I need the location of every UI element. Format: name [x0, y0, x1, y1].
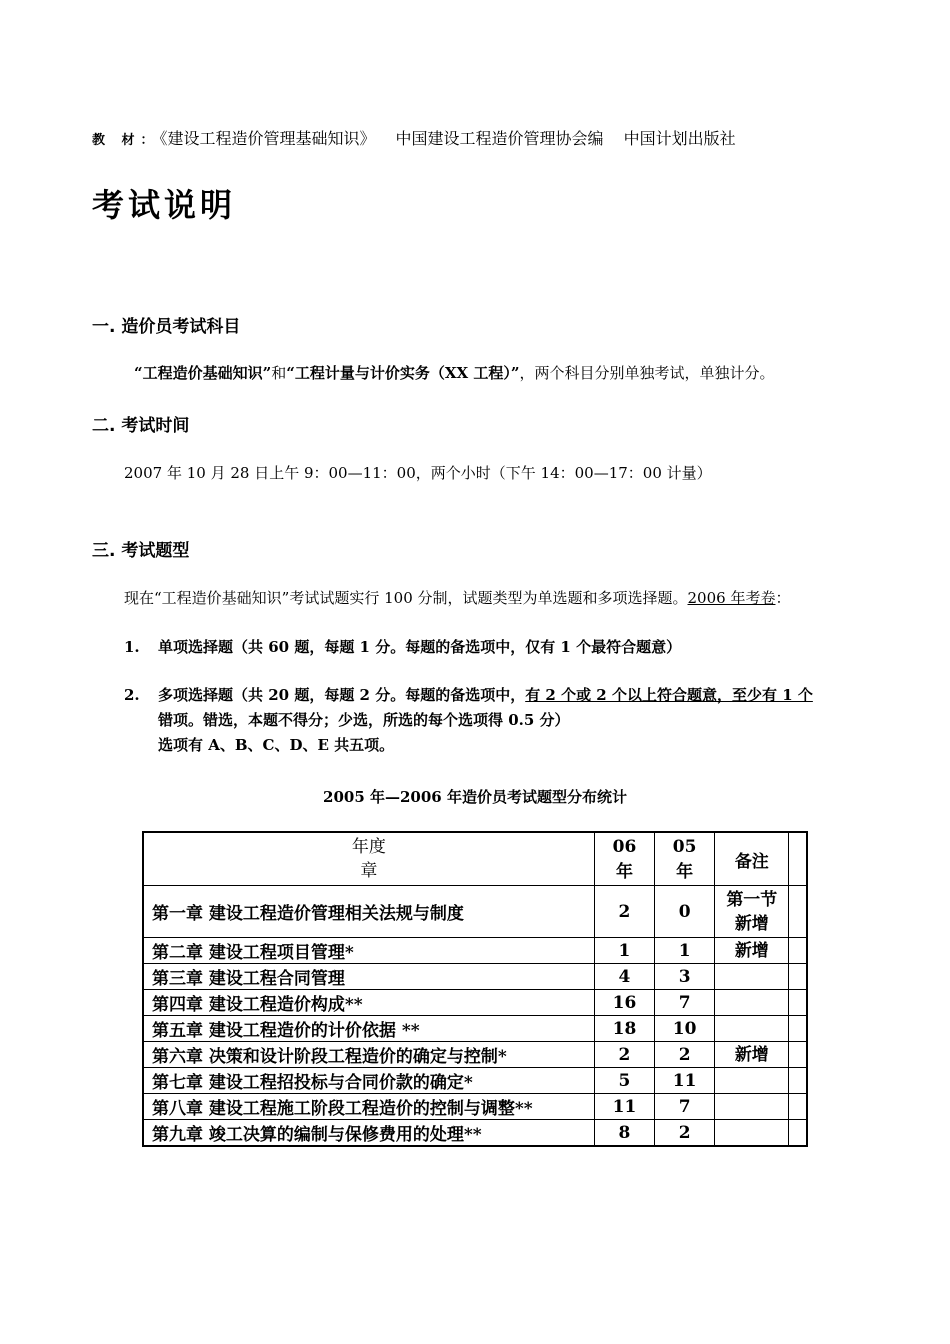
row-06: 8: [594, 1120, 654, 1147]
list-item-number: 2.: [124, 686, 140, 704]
row-note: [715, 990, 789, 1016]
header-06: 06 年: [594, 832, 654, 886]
row-chapter: 第八章 建设工程施工阶段工程造价的控制与调整**: [143, 1094, 594, 1120]
row-extra: [789, 1120, 807, 1147]
section-heading-subjects: 一. 造价员考试科目: [92, 317, 241, 337]
row-extra: [789, 938, 807, 964]
row-05: 11: [655, 1068, 715, 1094]
textbook-book: 《建设工程造价管理基础知识》: [159, 129, 376, 148]
row-06: 11: [594, 1094, 654, 1120]
subjects-tail: ，两个科目分别单独考试，单独计分。: [519, 364, 775, 382]
row-note: [715, 886, 789, 938]
row-chapter: 第七章 建设工程招投标与合同价款的确定*: [143, 1068, 594, 1094]
header-05: 05 年: [655, 832, 715, 886]
header-year-chapter: [143, 832, 594, 886]
row-chapter: 第三章 建设工程合同管理: [143, 964, 594, 990]
types-intro: [124, 587, 790, 608]
row-note-line2: 新增: [734, 913, 769, 934]
row-chapter: 第四章 建设工程造价构成**: [143, 990, 594, 1016]
header-extra: [789, 832, 807, 886]
exam-time-text: 2007 年 10 月 28 日上午 9：00—11：00，两个小时（下午 14：00—17：00 计量）: [124, 464, 712, 482]
table-row: [143, 1042, 807, 1068]
table-title: 2005 年—2006 年造价员考试题型分布统计: [323, 788, 627, 806]
row-extra: [789, 1068, 807, 1094]
table-row: [143, 886, 807, 938]
row-note: 新增: [715, 938, 789, 964]
row-extra: [789, 1042, 807, 1068]
list-item-multi-choice-number: [124, 686, 158, 704]
exam-2006-link[interactable]: 2006 年考卷: [687, 589, 776, 607]
row-05: 10: [655, 1016, 715, 1042]
table-row: [143, 1120, 807, 1147]
row-chapter: 第九章 竣工决算的编制与保修费用的处理**: [143, 1120, 594, 1147]
row-05: 1: [655, 938, 715, 964]
subject-one: “工程造价基础知识”: [134, 364, 272, 382]
distribution-table: [142, 831, 808, 1147]
single-choice-text: 单项选择题（共 60 题，每题 1 分。每题的备选项中，仅有 1 个最符合题意）: [158, 638, 682, 656]
row-extra: [789, 1016, 807, 1042]
row-note: [715, 964, 789, 990]
row-note: 新增: [715, 1042, 789, 1068]
multi-choice-text-d: 选项有 A、B、C、D、E 共五项。: [158, 736, 395, 754]
row-05: 2: [655, 1042, 715, 1068]
table-row: [143, 1094, 807, 1120]
multi-choice-underlined: 有 2 个或 2 个以上符合题意，至少有 1 个: [525, 686, 813, 704]
row-06: 4: [594, 964, 654, 990]
row-chapter: 第二章 建设工程项目管理*: [143, 938, 594, 964]
textbook-publisher: 中国计划出版社: [623, 129, 736, 148]
subjects-paragraph: [134, 362, 775, 383]
table-row: [143, 1016, 807, 1042]
row-extra: [789, 1094, 807, 1120]
row-06: 1: [594, 938, 654, 964]
row-extra: [789, 886, 807, 938]
row-note-line1: 第一节: [726, 889, 778, 910]
table-row: [143, 964, 807, 990]
row-06: 2: [594, 886, 654, 938]
row-05: 0: [655, 886, 715, 938]
row-06: 16: [594, 990, 654, 1016]
row-06: 18: [594, 1016, 654, 1042]
types-intro-end: ：: [775, 589, 791, 607]
row-06: 2: [594, 1042, 654, 1068]
multi-choice-text: [158, 683, 868, 758]
row-note: [715, 1094, 789, 1120]
header-note: 备注: [715, 832, 789, 886]
row-extra: [789, 964, 807, 990]
textbook-line: [92, 126, 736, 149]
header-chapter: 章: [360, 861, 378, 881]
table-row: [143, 938, 807, 964]
multi-choice-text-c: 错项。错选，本题不得分；少选，所选的每个选项得 0.5 分）: [158, 711, 570, 729]
row-05: 3: [655, 964, 715, 990]
header-year: 年度: [351, 837, 386, 857]
row-chapter: 第六章 决策和设计阶段工程造价的确定与控制*: [143, 1042, 594, 1068]
row-05: 7: [655, 1094, 715, 1120]
row-05: 7: [655, 990, 715, 1016]
subjects-and: 和: [271, 364, 287, 382]
textbook-editor: 中国建设工程造价管理协会编: [395, 129, 604, 148]
row-note: [715, 1068, 789, 1094]
multi-choice-text-a: 多项选择题（共 20 题，每题 2 分。每题的备选项中，: [158, 686, 526, 704]
list-item-single-choice: [124, 636, 681, 657]
section-heading-types: 三. 考试题型: [92, 541, 190, 561]
page-title: 考试说明: [92, 186, 237, 224]
section-heading-time: 二. 考试时间: [92, 416, 190, 436]
row-note: [715, 1120, 789, 1147]
list-item-number: 1.: [124, 638, 140, 656]
subject-two: “工程计量与计价实务（XX 工程）”: [286, 364, 520, 382]
row-chapter: 第一章 建设工程造价管理相关法规与制度: [143, 886, 594, 938]
table-row: [143, 990, 807, 1016]
table-header-row: [143, 832, 807, 886]
row-note: [715, 1016, 789, 1042]
row-extra: [789, 990, 807, 1016]
row-05: 2: [655, 1120, 715, 1147]
row-chapter: 第五章 建设工程造价的计价依据 **: [143, 1016, 594, 1042]
textbook-label: 教 材：: [92, 133, 160, 148]
table-row: [143, 1068, 807, 1094]
row-06: 5: [594, 1068, 654, 1094]
types-intro-text: 现在“工程造价基础知识”考试试题实行 100 分制，试题类型为单选题和多项选择题。: [124, 589, 688, 607]
